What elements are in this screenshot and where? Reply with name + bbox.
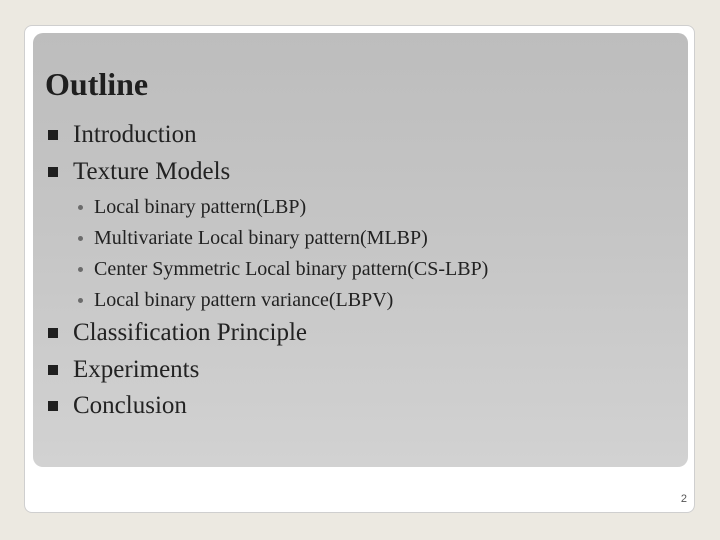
square-bullet-icon [48, 130, 58, 140]
page-number: 2 [680, 493, 687, 505]
bullet-label: Experiments [73, 356, 200, 383]
square-bullet-icon [48, 401, 58, 411]
subitem-label: Multivariate Local binary pattern(MLBP) [94, 227, 428, 249]
bullet-label: Conclusion [73, 392, 187, 419]
dot-bullet-icon [78, 205, 83, 210]
subitem-lbpv [78, 287, 393, 313]
bullet-texture-models [48, 157, 230, 187]
bullet-experiments [48, 355, 199, 385]
bullet-label: Texture Models [73, 158, 231, 185]
square-bullet-icon [48, 167, 58, 177]
slide-title: Outline [45, 66, 149, 102]
subitem-lbp [78, 194, 306, 220]
bullet-label: Classification Principle [73, 319, 307, 346]
subitem-mlbp [78, 225, 428, 251]
square-bullet-icon [48, 328, 58, 338]
subitem-label: Local binary pattern variance(LBPV) [94, 289, 394, 311]
dot-bullet-icon [78, 298, 83, 303]
bullet-classification-principle [48, 318, 307, 348]
dot-bullet-icon [78, 267, 83, 272]
dot-bullet-icon [78, 236, 83, 241]
subitem-label: Local binary pattern(LBP) [94, 196, 307, 218]
bullet-label: Introduction [73, 121, 197, 148]
bullet-conclusion [48, 391, 187, 421]
square-bullet-icon [48, 365, 58, 375]
subitem-cs-lbp [78, 256, 488, 282]
bullet-introduction [48, 120, 197, 150]
subitem-label: Center Symmetric Local binary pattern(CS-LBP) [94, 258, 489, 280]
